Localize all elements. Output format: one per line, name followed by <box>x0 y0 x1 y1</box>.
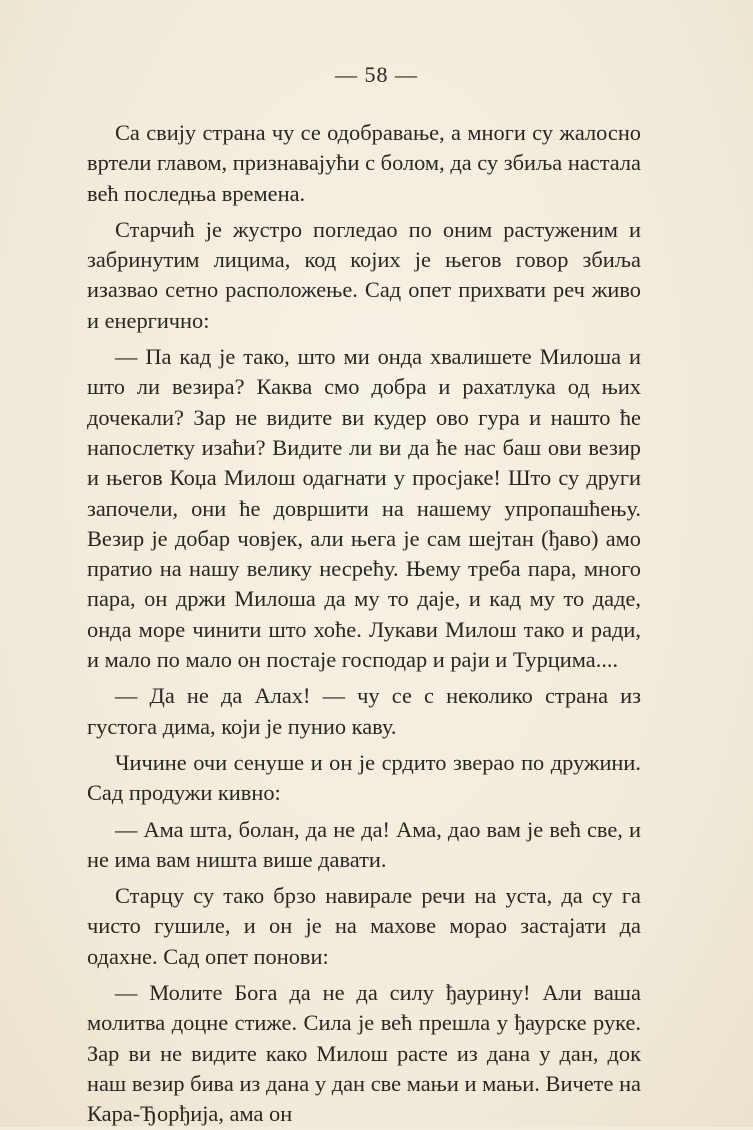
paragraph: — Па кад је тако, што ми онда хвалишете Милоша и што ли везира? Каква смо добра и рахатлука од њих дочекали? Зар не видите ви кудер ово гура и нашто ће напослетку изаћи? Видите ли ви да ће нас баш ови везир и његов Коџа Милош одагнати у просјаке! Што су други започели, они ће довршити на нашему упропашћењу. Везир је добар човјек, али њега је сам шејтан (ђаво) амо пратио на нашу велику несрећу. Њему треба пара, много пара, он држи Милоша да му то даје, и кад му то даде, онда море чинити што хоће. Лукави Милош тако и ради, и мало по мало он постаје господар и раји и Турцима.... <box>87 344 641 673</box>
paragraph: Са свију страна чу се одобравање, а многи су жалосно вртели главом, признавајући с болом, да су збиља настала већ последња времена. <box>87 120 641 206</box>
page-number: — 58 — <box>335 62 418 87</box>
body-text <box>87 118 641 1130</box>
paragraph: Чичине очи сенуше и он је срдито зверао по дружини. Сад продужи кивно: <box>87 749 641 806</box>
paragraph: Старцу су тако брзо навирале речи на уста, да су га чисто гушиле, и он је на махове морао застајати да одахне. Сад опет понови: <box>87 883 641 969</box>
paragraph: — Да не да Алах! — чу се с неколико страна из густога дима, који је пунио каву. <box>87 683 641 739</box>
paragraph: — Ама шта, болан, да не да! Ама, дао вам је већ све, и не има вам ништа више давати. <box>87 816 641 872</box>
paragraph: — Молите Бога да не да силу ђаурину! Али ваша молитва доцне стиже. Сила је већ прешла у ђаурске руке. Зар ви не видите како Милош расте из дана у дан, док наш везир бива из дана у дан све мањи и мањи. Вичете на Кара-Ђорђија, ама он <box>87 980 641 1127</box>
paragraph: Старчић је жустро погледао по оним растуженим и забринутим лицима, код којих је његов говор збиља изазвао сетно расположење. Сад опет прихвати реч живо и енергично: <box>87 216 641 333</box>
